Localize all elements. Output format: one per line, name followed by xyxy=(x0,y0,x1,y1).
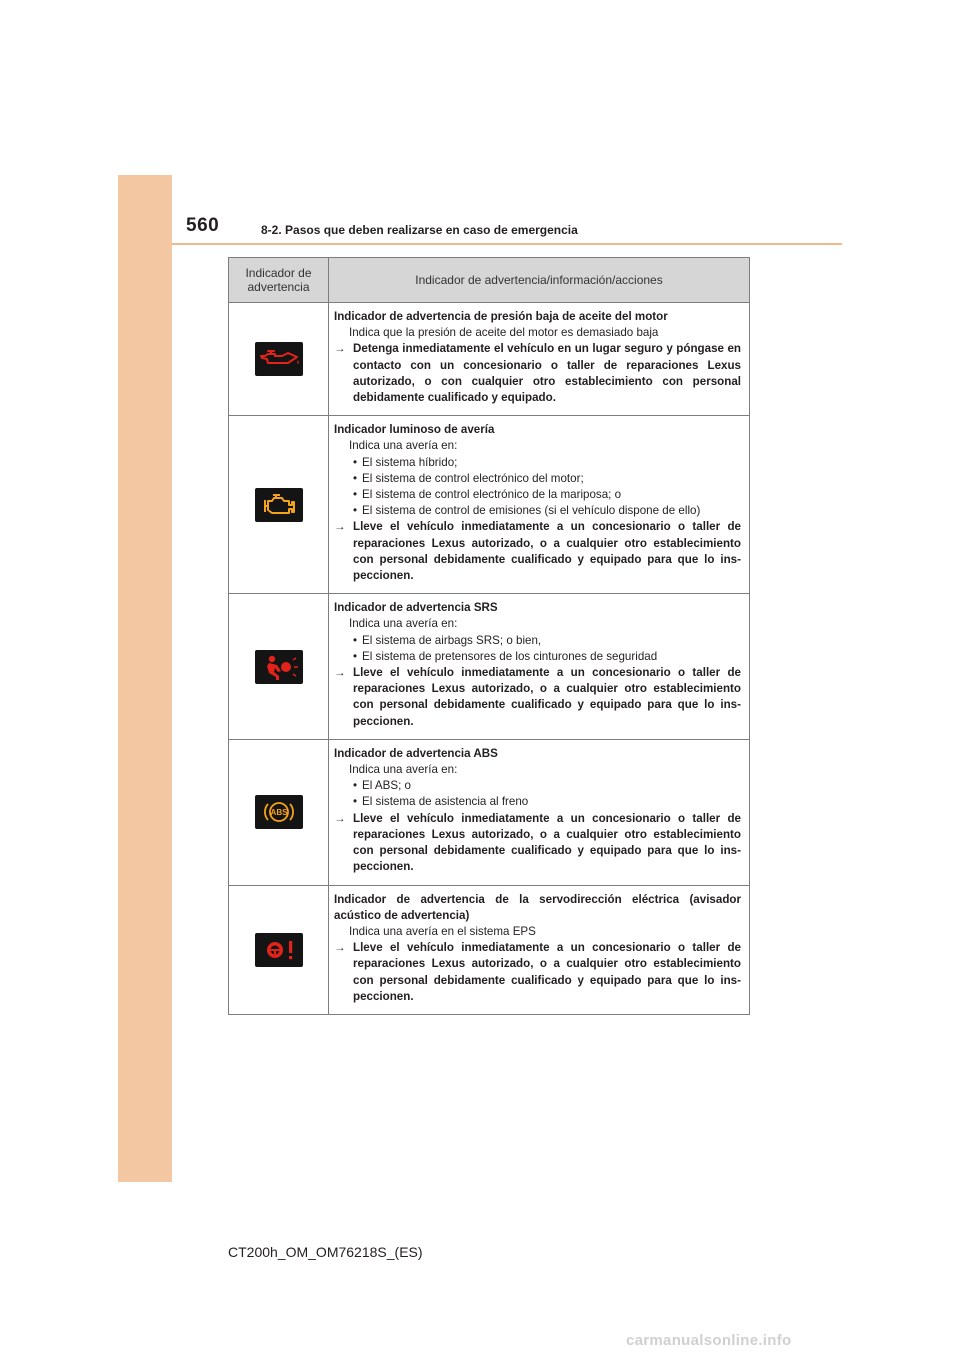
airbag-srs-icon xyxy=(255,650,303,684)
table-row xyxy=(229,416,750,594)
entry-text: Indica una avería en: xyxy=(349,763,458,777)
entry-text: Indica una avería en el sistema EPS xyxy=(349,924,536,938)
warning-indicator-table xyxy=(228,257,750,1015)
table-row xyxy=(229,739,750,885)
entry-text: Indica una avería en: xyxy=(349,617,458,631)
list-item: • El sistema de pretensores de los cinturones de seguridad xyxy=(353,649,741,665)
entry-action xyxy=(334,940,741,1005)
svg-text:ABS: ABS xyxy=(270,808,287,818)
entry-action xyxy=(334,811,741,876)
oil-pressure-icon xyxy=(255,342,303,376)
entry-title: Indicador de advertencia SRS xyxy=(334,601,498,615)
list-item: • El sistema de control electrónico del motor; xyxy=(353,471,741,487)
power-steering-icon xyxy=(255,933,303,967)
page-number: 560 xyxy=(186,215,220,236)
entry-text: Indica una avería en: xyxy=(349,439,458,453)
table-row xyxy=(229,303,750,416)
action-text: Lleve el vehículo inmediatamente a un concesionario o taller de reparaciones Lexus autorizado, o a cualquier otro establecimiento con personal debidamente cualificado y equipado para que lo ins-peccionen. xyxy=(353,520,741,583)
action-text: Lleve el vehículo inmediatamente a un concesionario o taller de reparaciones Lexus autorizado, o a cualquier otro establecimiento con personal debidamente cualificado y equipado para que lo ins-peccionen. xyxy=(353,811,741,874)
column-header-info-actions: Indicador de advertencia/información/acciones xyxy=(329,258,750,303)
entry-title: Indicador luminoso de avería xyxy=(334,423,495,437)
side-color-band xyxy=(118,175,172,1182)
list-item: • El sistema de airbags SRS; o bien, xyxy=(353,633,741,649)
list-item: • El sistema de control de emisiones (si el vehículo dispone de ello) xyxy=(353,503,741,519)
arrow-right-icon: → xyxy=(334,811,346,825)
arrow-right-icon: → xyxy=(334,520,346,534)
column-header-indicator: Indicador de advertencia xyxy=(229,258,329,303)
check-engine-icon xyxy=(255,488,303,522)
header-divider xyxy=(172,243,842,245)
entry-action xyxy=(334,341,741,406)
action-text: Lleve el vehículo inmediatamente a un concesionario o taller de reparaciones Lexus autorizado, o a cualquier otro establecimiento con personal debidamente cualificado y equipado para que lo ins-peccionen. xyxy=(353,941,741,1003)
document-code: CT200h_OM_OM76218S_(ES) xyxy=(228,1244,423,1260)
entry-text: Indica que la presión de aceite del motor es demasiado baja xyxy=(349,326,659,340)
section-title: 8-2. Pasos que deben realizarse en caso de emergencia xyxy=(261,223,578,237)
abs-icon xyxy=(255,795,303,829)
entry-title: Indicador de advertencia ABS xyxy=(334,746,498,760)
list-item: • El sistema híbrido; xyxy=(353,455,741,471)
watermark: carmanualsonline.info xyxy=(626,1332,792,1349)
arrow-right-icon: → xyxy=(334,342,346,356)
entry-action xyxy=(334,665,741,730)
arrow-right-icon: → xyxy=(334,666,346,680)
action-text: Lleve el vehículo inmediatamente a un concesionario o taller de reparaciones Lexus autorizado, o a cualquier otro establecimiento con personal debidamente cualificado y equipado para que lo ins-peccionen. xyxy=(353,666,741,728)
list-item: • El ABS; o xyxy=(353,778,741,794)
bullet-list xyxy=(334,778,741,810)
table-row xyxy=(229,885,750,1014)
entry-action xyxy=(334,519,741,584)
table-header-row xyxy=(229,258,750,303)
bullet-list xyxy=(334,455,741,520)
entry-title: Indicador de advertencia de la servodirección eléctrica (avisador acústico de advertencia) xyxy=(334,892,741,922)
list-item: • El sistema de asistencia al freno xyxy=(353,794,741,810)
arrow-right-icon: → xyxy=(334,941,346,955)
bullet-list xyxy=(334,633,741,665)
action-text: Detenga inmediatamente el vehículo en un lugar seguro y póngase en contacto con un concesionario o taller de reparaciones Lexus autorizado, o con cualquier otro establecimiento con personal debidamente cualificado y equipado. xyxy=(353,342,741,405)
entry-title: Indicador de advertencia de presión baja de aceite del motor xyxy=(334,310,668,323)
table-row xyxy=(229,594,750,740)
list-item: • El sistema de control electrónico de la mariposa; o xyxy=(353,487,741,503)
